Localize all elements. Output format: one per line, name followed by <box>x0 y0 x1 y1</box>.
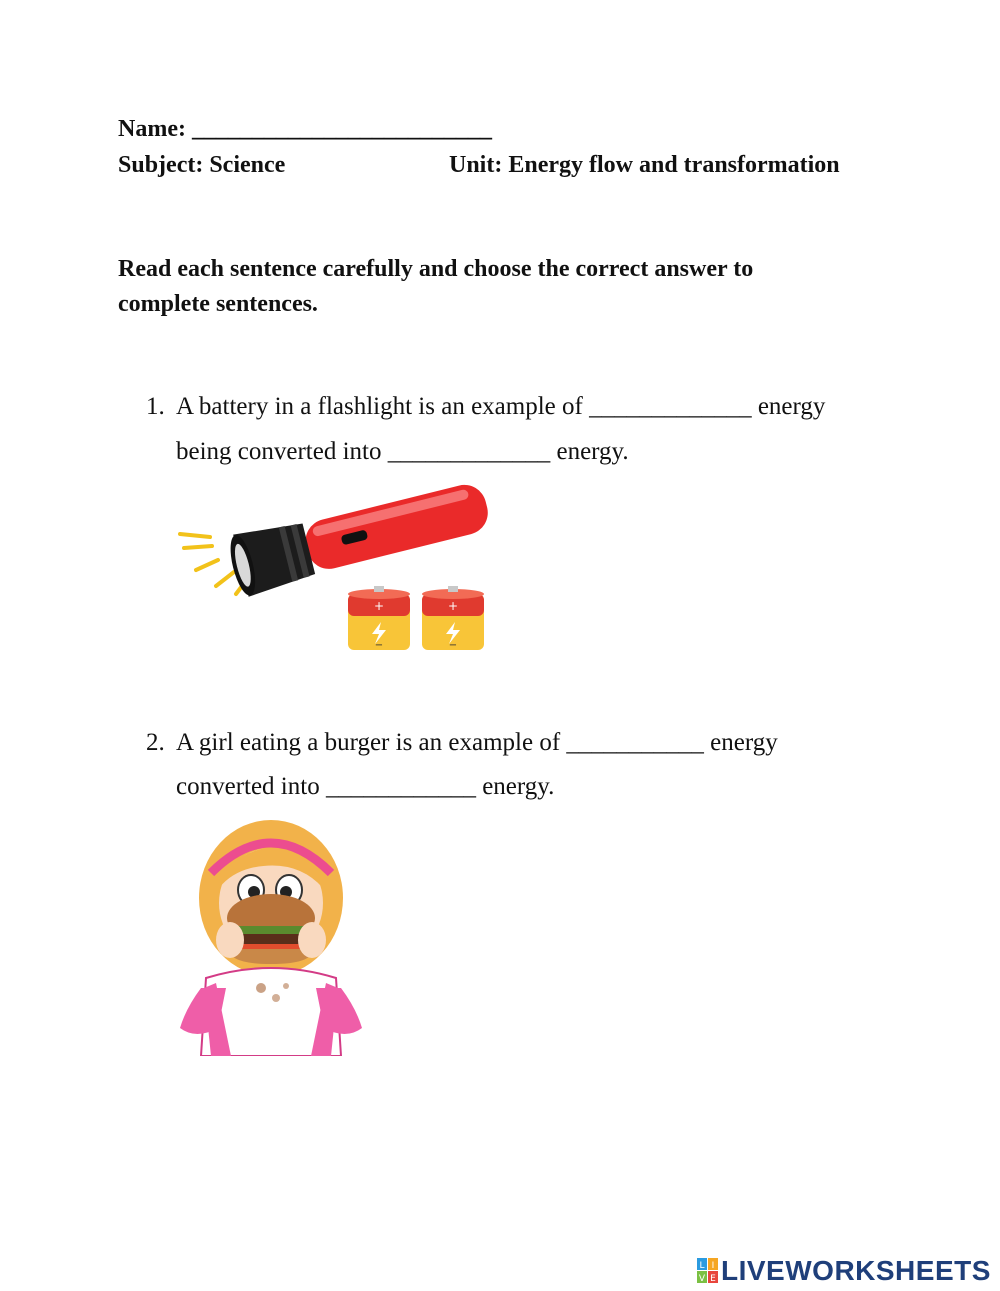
question-1-line-1: A battery in a flashlight is an example of _____________ energy <box>176 393 826 420</box>
question-1-line-2: being converted into _____________ energy. <box>176 438 629 465</box>
flashlight-batteries-image <box>176 482 492 654</box>
battery-icon <box>422 586 484 651</box>
svg-text:+: + <box>447 599 459 613</box>
svg-text:−: − <box>374 640 384 651</box>
name-line: Name: _________________________ <box>118 116 492 142</box>
unit-label: Unit: Energy flow and transformation <box>449 152 840 178</box>
question-2-line-2: converted into ____________ energy. <box>176 773 555 800</box>
instructions-line-1: Read each sentence carefully and choose the correct answer to <box>118 256 754 282</box>
girl-eating-burger-image <box>176 818 366 1056</box>
svg-text:V: V <box>698 1274 706 1284</box>
question-2-number: 2. <box>146 729 165 756</box>
logo-text: LIVEWORKSHEETS <box>721 1255 991 1286</box>
svg-text:−: − <box>448 640 458 651</box>
question-2-line-1: A girl eating a burger is an example of ___________ energy <box>176 729 778 756</box>
svg-text:+: + <box>373 599 385 613</box>
instructions <box>118 252 753 322</box>
svg-text:L: L <box>699 1261 705 1271</box>
svg-text:E: E <box>710 1274 716 1284</box>
instructions-line-2: complete sentences. <box>118 291 318 317</box>
svg-text:I: I <box>711 1261 715 1271</box>
question-1-number: 1. <box>146 393 165 420</box>
battery-icon <box>348 586 410 651</box>
subject-label: Subject: Science <box>118 152 286 178</box>
live-blocks-icon <box>697 1258 719 1284</box>
girl-burger-icon <box>176 818 366 1056</box>
liveworksheets-logo[interactable] <box>697 1254 991 1288</box>
flashlight-icon <box>176 482 492 654</box>
